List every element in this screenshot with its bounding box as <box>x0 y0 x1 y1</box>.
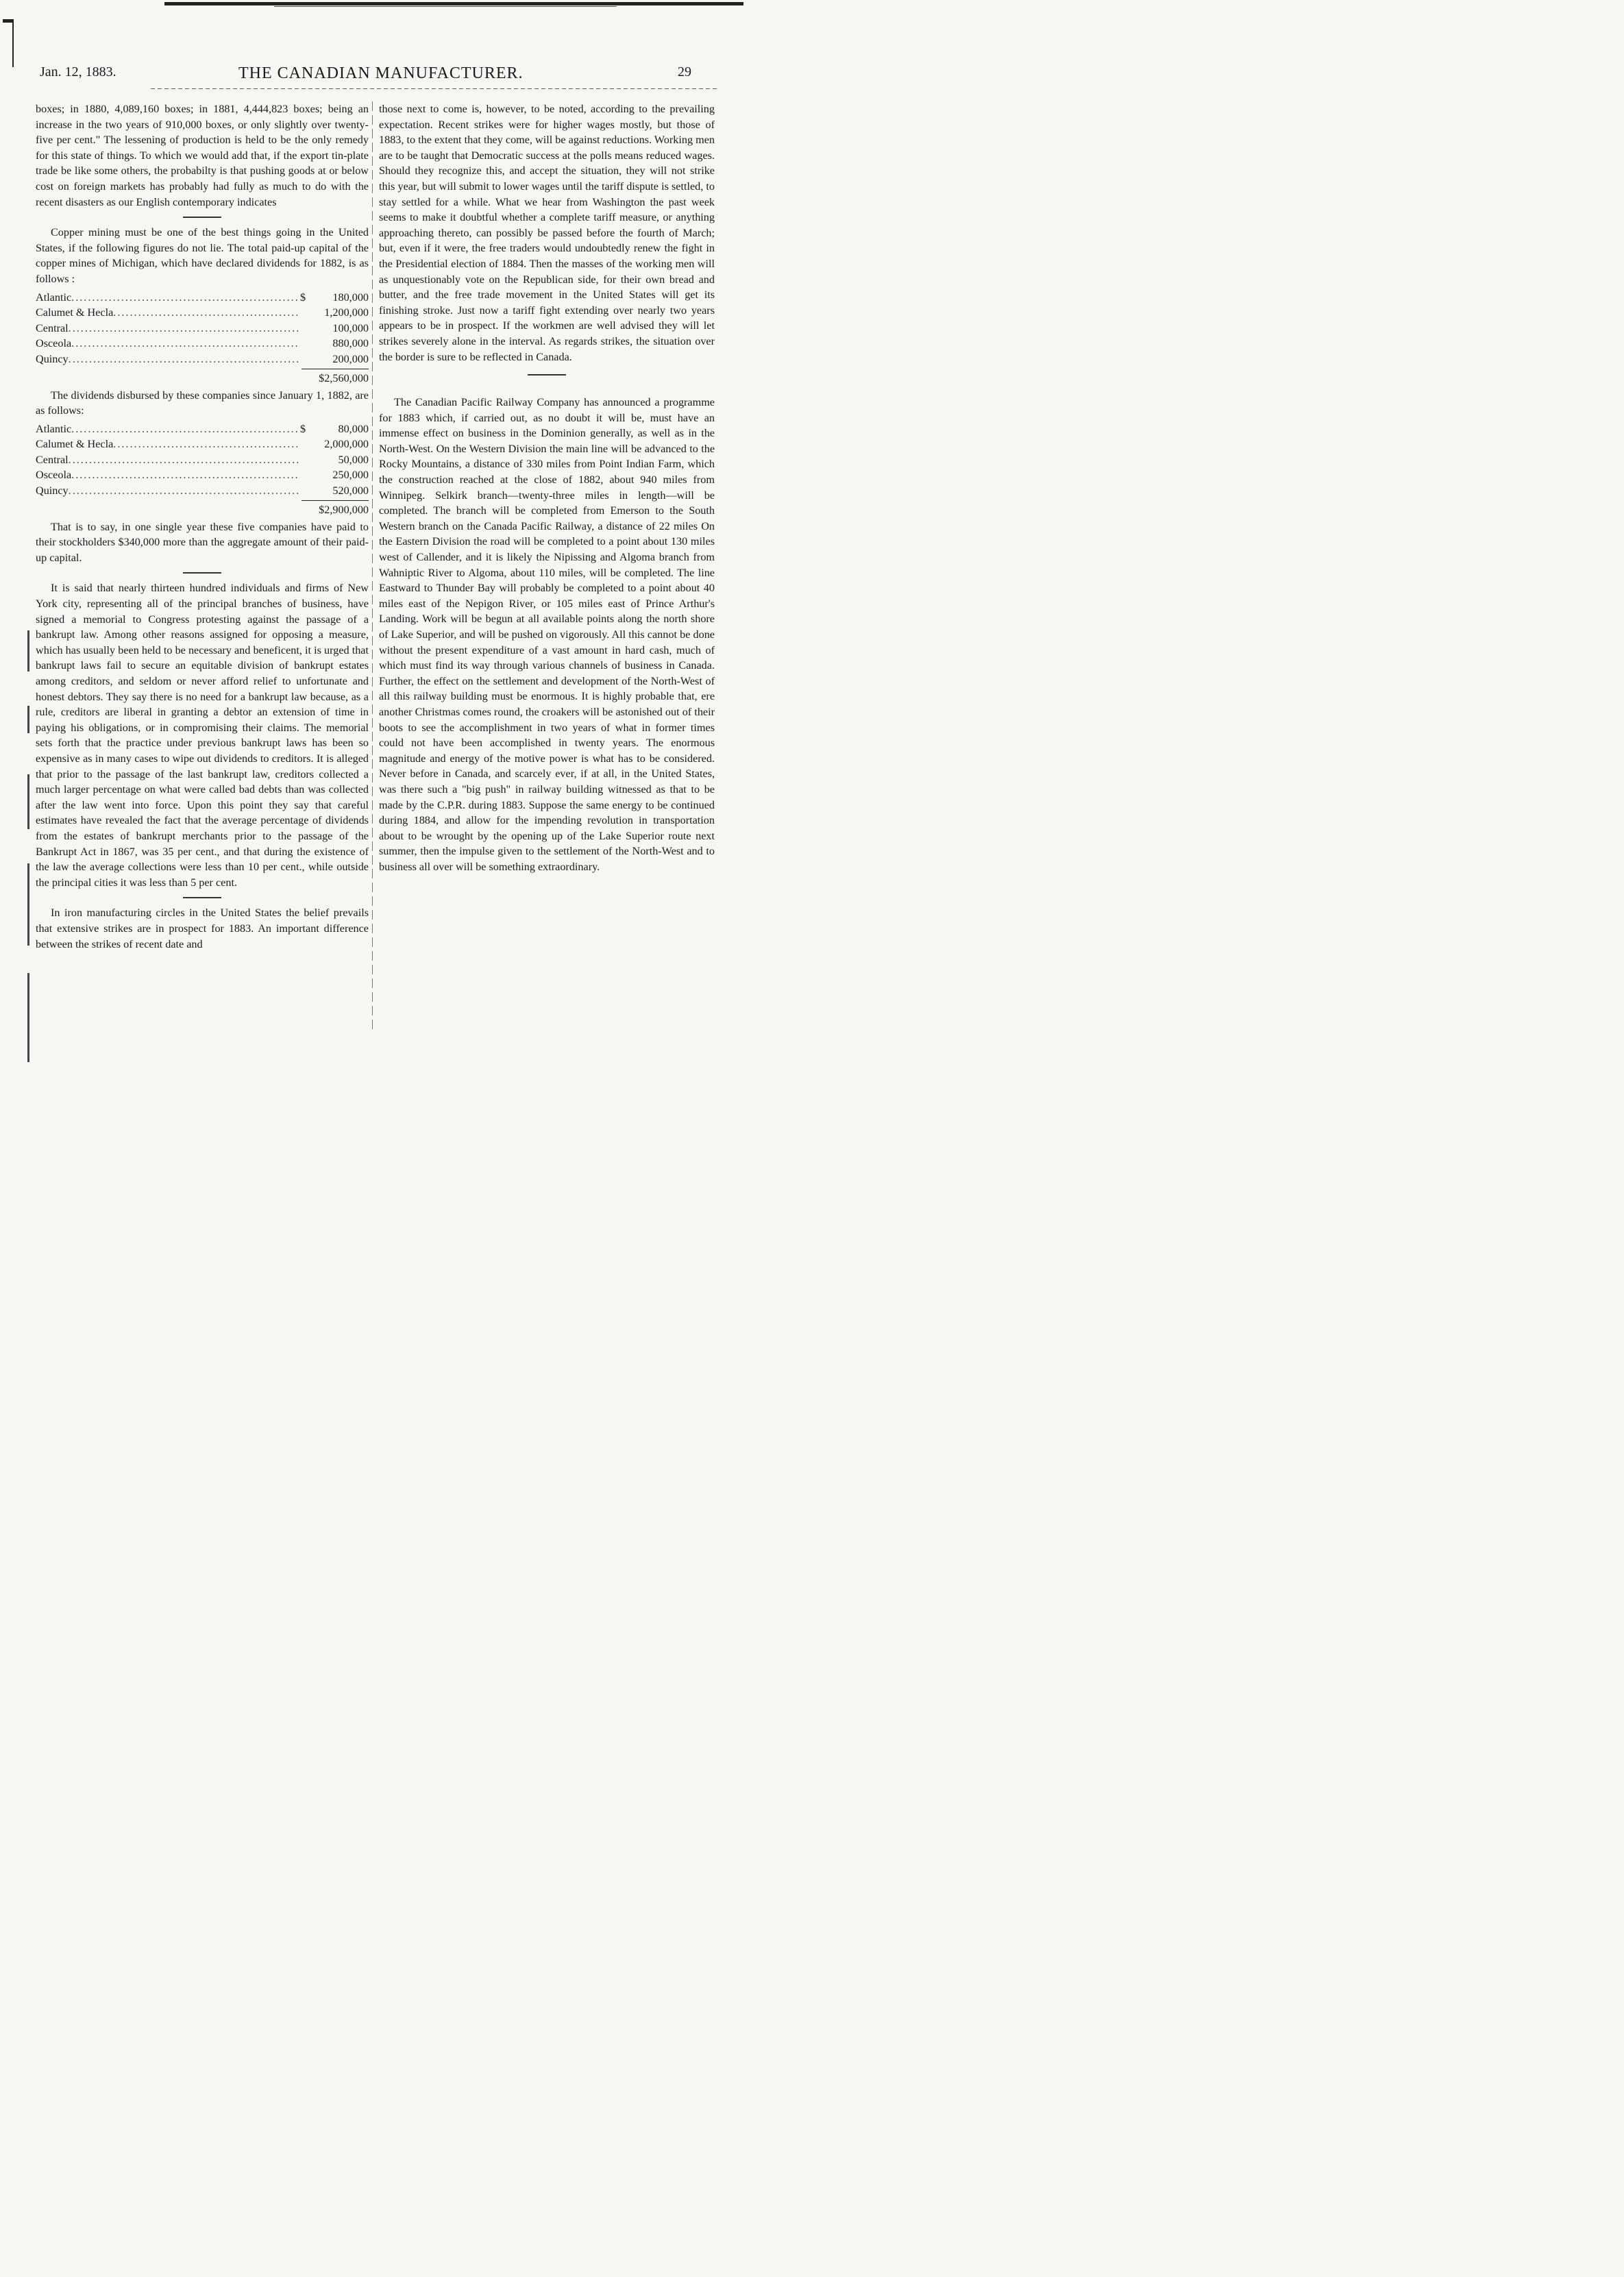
article-paragraph: In iron manufacturing circles in the United States the belief prevails that extensive strikes are in prospect for 1883. An important difference between the strikes of recent date and <box>36 907 369 950</box>
capital-table <box>36 290 369 386</box>
article-paragraph: Copper mining must be one of the best things going in the United States, if the following figures do not lie. The total paid-up capital of the copper mines of Michigan, which have declared dividends for 1882, is as follows : <box>36 226 369 285</box>
section-separator <box>528 374 566 376</box>
amount: 250,000 <box>332 469 369 482</box>
binding-mark <box>27 774 29 829</box>
company-name: Atlantic <box>36 291 72 304</box>
amount: 520,000 <box>332 484 369 497</box>
table-row <box>36 452 369 468</box>
table-row <box>36 336 369 352</box>
binding-mark <box>27 973 29 1062</box>
issue-date: Jan. 12, 1883. <box>40 64 116 79</box>
binding-mark <box>27 863 29 946</box>
leader-dots <box>71 467 300 483</box>
company-name: Central <box>36 321 69 334</box>
column-divider <box>372 101 373 1033</box>
left-column <box>36 101 369 952</box>
table-row <box>36 483 369 499</box>
top-border-rule <box>0 0 754 8</box>
table-row <box>36 321 369 336</box>
company-name: Osceola <box>36 337 72 350</box>
header-rule <box>151 88 719 89</box>
section-separator <box>183 572 221 574</box>
leader-dots <box>69 452 300 468</box>
company-name: Atlantic <box>36 422 72 435</box>
binding-mark <box>27 630 29 672</box>
section-separator <box>183 217 221 218</box>
page-header <box>40 64 725 85</box>
leader-dots <box>71 421 300 437</box>
amount: 180,000 <box>332 291 369 304</box>
table-row <box>36 290 369 306</box>
right-column <box>379 101 715 875</box>
amount: 50,000 <box>338 453 369 466</box>
corner-mark <box>3 19 14 67</box>
total-amount: $2,900,000 <box>302 500 369 518</box>
currency: $ <box>300 422 306 435</box>
leader-dots <box>69 321 300 336</box>
article-paragraph: It is said that nearly thirteen hundred individuals and firms of New York city, representing all of the principal branches of business, have signed a memorial to Congress protesting against the passage of a bankrupt law. Among other reasons assigned for opposing a measure, which has usually been held to be necessary and beneficent, it is urged that bankrupt laws fail to secure an equitable division of bankrupt estates among creditors, and seldom or never afford relief to unfortunate and honest debtors. They say there is no need for a bankrupt law because, as a rule, creditors are liberal in granting a debtor an extension of time in paying his obligations, or in compromising their claims. The memorial sets forth that the practice under previous bankrupt laws has been so expensive as in many cases to wipe out dividends to creditors. It is alleged that prior to the passage of the last bankrupt law, creditors collected a much larger percentage on what were called bad debts than was collected after the law went into force. Upon this point they say that careful estimates have revealed the fact that the average percentage of dividends from the estates of bankrupt merchants prior to the passage of the Bankrupt Act in 1867, was 35 per cent., and that during the existence of the law the average collections were less than 10 per cent., while outside the principal cities it was less than 5 per cent. <box>36 582 369 889</box>
page-number: 29 <box>678 64 691 79</box>
leader-dots <box>71 290 300 306</box>
top-rule-line <box>274 6 617 7</box>
table-total <box>36 367 369 386</box>
company-name: Quincy <box>36 352 69 365</box>
amount: 880,000 <box>332 337 369 350</box>
table-row <box>36 421 369 437</box>
section-separator <box>183 897 221 898</box>
company-name: Calumet & Hecla <box>36 306 114 319</box>
article-paragraph: The dividends disbursed by these companies since January 1, 1882, are as follows: <box>36 389 369 417</box>
publication-title: THE CANADIAN MANUFACTURER. <box>238 64 524 82</box>
article-paragraph: That is to say, in one single year these five companies have paid to their stockholders $340,000 more than the aggregate amount of their paid-up capital. <box>36 520 369 564</box>
table-row <box>36 305 369 321</box>
top-rule-bar <box>164 2 743 5</box>
table-row <box>36 436 369 452</box>
article-paragraph: boxes; in 1880, 4,089,160 boxes; in 1881, 4,444,823 boxes; being an increase in the two years of 910,000 boxes, or only slightly over twenty-five per cent." The lessening of production is held to be the only remedy for this state of things. To which we would add that, if the export tin-plate trade be like some others, the probabilty is that pushing goods at or below cost on foreign markets has probably had fully as much to do with the recent disasters as our English contemporary indicates <box>36 103 369 208</box>
leader-dots <box>69 352 300 367</box>
currency: $ <box>300 291 306 304</box>
amount: 200,000 <box>332 352 369 365</box>
company-name: Central <box>36 453 69 466</box>
total-amount: $2,560,000 <box>302 369 369 386</box>
binding-mark <box>27 706 29 733</box>
amount: 100,000 <box>332 321 369 334</box>
table-row <box>36 352 369 367</box>
binding-edge <box>27 630 30 1069</box>
amount: 1,200,000 <box>324 306 369 319</box>
company-name: Osceola <box>36 469 72 482</box>
leader-dots <box>113 436 300 452</box>
dividends-table <box>36 421 369 518</box>
table-total <box>36 499 369 518</box>
leader-dots <box>71 336 300 352</box>
leader-dots <box>69 483 300 499</box>
company-name: Calumet & Hecla <box>36 438 114 451</box>
amount: 80,000 <box>338 422 369 435</box>
corner-mark-v <box>12 19 14 67</box>
company-name: Quincy <box>36 484 69 497</box>
article-paragraph: those next to come is, however, to be noted, according to the prevailing expectation. Recent strikes were for higher wages mostly, but those of 1883, to the extent that they come, will be against reductions. Working men are to be taught that Democratic success at the polls means reduced wages. Should they recognize this, and accept the situation, they will not strike this year, but will submit to lower wages until the tariff dispute is settled, to stay settled for a while. What we hear from Washington the past week seems to make it doubtful whether a complete tariff measure, or anything approaching thereto, can possibly be passed before the fourth of March; but, even if it were, the free traders would undoubtedly renew the fight in the Presidential election of 1884. Then the masses of the working men will as unquestionably vote on the Republican side, for their own bread and butter, and the free trade movement in the United States will get its finishing stroke. Just now a tariff fight extending over nearly two years appears to be in prospect. If the workmen are well advised they will let strikes severely alone in the interval. As regards strikes, the situation over the border is sure to be reflected in Canada. <box>379 103 715 363</box>
leader-dots <box>113 305 300 321</box>
table-row <box>36 467 369 483</box>
amount: 2,000,000 <box>324 438 369 451</box>
article-paragraph: The Canadian Pacific Railway Company has announced a programme for 1883 which, if carried out, as no doubt it will be, must have an immense effect on business in the Dominion generally, as well as in the North-West. On the Western Division the main line will be advanced to the Rocky Mountains, a distance of 330 miles from Point Indian Farm, which the construction reached at the close of 1882, about 940 miles from Winnipeg. Selkirk branch—twenty-three miles in length—will be completed. The branch will be completed from Emerson to the South Western branch on the Canada Pacific Railway, a distance of 22 miles On the Eastern Division the road will be completed to a point about 130 miles west of Callender, and it is likely the Nipissing and Algoma branch from Wahniptic River to Algoma, about 110 miles, will be completed. The line Eastward to Thunder Bay will probably be completed to a point about 40 miles east of the Nepigon River, or 105 miles east of Prince Arthur's Landing. Work will be begun at all available points along the north shore of Lake Superior, and will be pushed on vigorously. All this cannot be done without the present expenditure of a vast amount in hard cash, much of which must find its way through various channels of business in Canada. Further, the effect on the settlement and development of the North-West of all this railway building must be enormous. It is highly probable that, ere another Christmas comes round, the croakers will be astonished out of their boots to see the accomplishment in two years of what in former times could not have been accomplished in twenty years. The enormous magnitude and energy of the motive power is what has to be considered. Never before in Canada, and scarcely ever, if at all, in the United States, was there such a "big push" in railway building witnessed as that to be made by the C.P.R. during 1883. Suppose the same energy to be continued during 1884, and allow for the impending revolution in transportation about to be wrought by the opening up of the Lake Superior route next summer, then the impulse given to the settlement of the North-West and to business all over will be something extraordinary. <box>379 396 715 873</box>
